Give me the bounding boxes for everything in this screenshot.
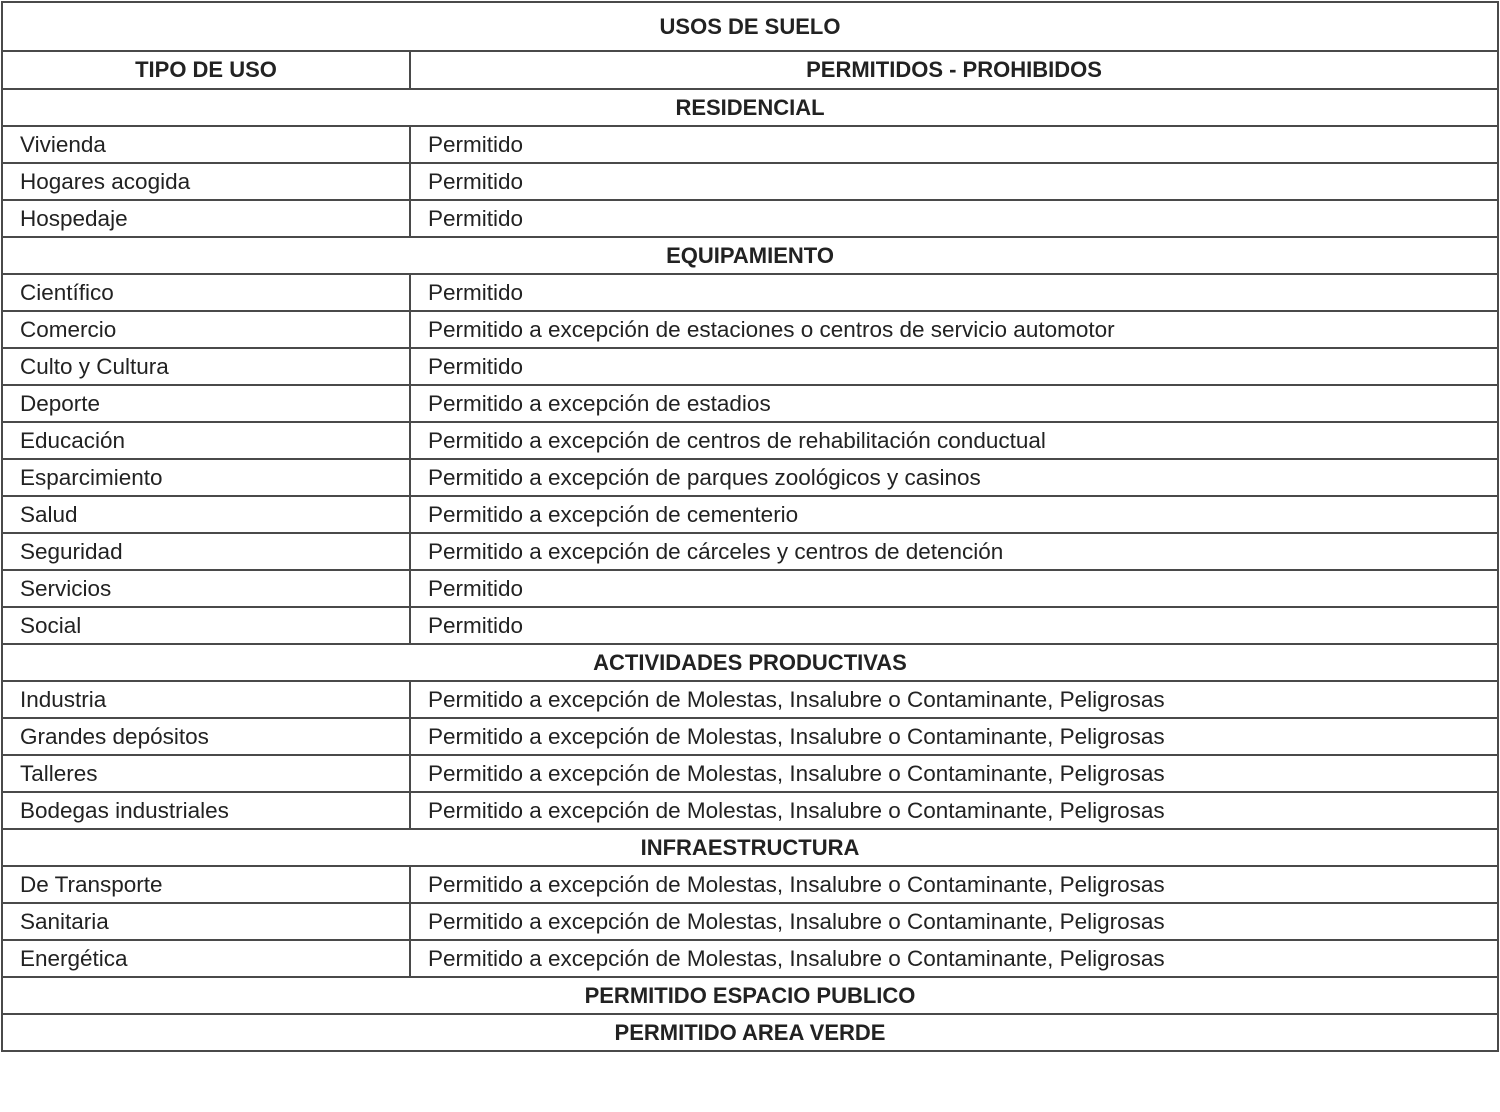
cell-tipo-de-uso: Hogares acogida [2,163,410,200]
cell-tipo-de-uso: Científico [2,274,410,311]
cell-tipo-de-uso: Vivienda [2,126,410,163]
cell-tipo-de-uso: Energética [2,940,410,977]
cell-permitido-prohibido: Permitido a excepción de estaciones o centros de servicio automotor [410,311,1498,348]
table-row [2,348,1498,385]
cell-tipo-de-uso: Culto y Cultura [2,348,410,385]
cell-tipo-de-uso: Educación [2,422,410,459]
section-row [2,237,1498,274]
cell-permitido-prohibido: Permitido a excepción de Molestas, Insalubre o Contaminante, Peligrosas [410,903,1498,940]
table-row [2,681,1498,718]
table-row [2,459,1498,496]
header-tipo-de-uso: TIPO DE USO [2,51,410,89]
cell-tipo-de-uso: Servicios [2,570,410,607]
table-row [2,866,1498,903]
table-row [2,792,1498,829]
table-row [2,274,1498,311]
land-use-table [1,1,1499,1052]
table-row [2,200,1498,237]
section-row [2,977,1498,1014]
cell-permitido-prohibido: Permitido a excepción de cárceles y centros de detención [410,533,1498,570]
table-row [2,607,1498,644]
cell-permitido-prohibido: Permitido a excepción de cementerio [410,496,1498,533]
cell-permitido-prohibido: Permitido a excepción de Molestas, Insalubre o Contaminante, Peligrosas [410,681,1498,718]
table-header-row [2,51,1498,89]
cell-tipo-de-uso: Comercio [2,311,410,348]
table-row [2,385,1498,422]
cell-tipo-de-uso: Sanitaria [2,903,410,940]
table-row [2,903,1498,940]
cell-permitido-prohibido: Permitido [410,348,1498,385]
table-title: USOS DE SUELO [2,2,1498,51]
section-row [2,89,1498,126]
section-row [2,644,1498,681]
cell-permitido-prohibido: Permitido [410,570,1498,607]
section-title: PERMITIDO ESPACIO PUBLICO [2,977,1498,1014]
cell-permitido-prohibido: Permitido a excepción de Molestas, Insalubre o Contaminante, Peligrosas [410,940,1498,977]
section-title: PERMITIDO AREA VERDE [2,1014,1498,1051]
cell-tipo-de-uso: Talleres [2,755,410,792]
table-row [2,940,1498,977]
cell-tipo-de-uso: Bodegas industriales [2,792,410,829]
cell-tipo-de-uso: De Transporte [2,866,410,903]
cell-tipo-de-uso: Social [2,607,410,644]
table-row [2,533,1498,570]
cell-permitido-prohibido: Permitido [410,607,1498,644]
section-title: INFRAESTRUCTURA [2,829,1498,866]
section-row [2,829,1498,866]
cell-permitido-prohibido: Permitido a excepción de Molestas, Insalubre o Contaminante, Peligrosas [410,866,1498,903]
cell-permitido-prohibido: Permitido a excepción de centros de rehabilitación conductual [410,422,1498,459]
cell-permitido-prohibido: Permitido a excepción de estadios [410,385,1498,422]
cell-permitido-prohibido: Permitido [410,163,1498,200]
section-title: RESIDENCIAL [2,89,1498,126]
header-permitidos-prohibidos: PERMITIDOS - PROHIBIDOS [410,51,1498,89]
table-title-row [2,2,1498,51]
cell-tipo-de-uso: Industria [2,681,410,718]
section-title: ACTIVIDADES PRODUCTIVAS [2,644,1498,681]
table-row [2,422,1498,459]
cell-permitido-prohibido: Permitido [410,200,1498,237]
cell-permitido-prohibido: Permitido a excepción de parques zoológicos y casinos [410,459,1498,496]
cell-permitido-prohibido: Permitido a excepción de Molestas, Insalubre o Contaminante, Peligrosas [410,792,1498,829]
cell-tipo-de-uso: Deporte [2,385,410,422]
section-title: EQUIPAMIENTO [2,237,1498,274]
cell-permitido-prohibido: Permitido a excepción de Molestas, Insalubre o Contaminante, Peligrosas [410,718,1498,755]
cell-tipo-de-uso: Grandes depósitos [2,718,410,755]
table-row [2,311,1498,348]
section-row [2,1014,1498,1051]
cell-permitido-prohibido: Permitido a excepción de Molestas, Insalubre o Contaminante, Peligrosas [410,755,1498,792]
table-row [2,570,1498,607]
table-row [2,126,1498,163]
cell-tipo-de-uso: Salud [2,496,410,533]
cell-tipo-de-uso: Seguridad [2,533,410,570]
cell-tipo-de-uso: Esparcimiento [2,459,410,496]
cell-tipo-de-uso: Hospedaje [2,200,410,237]
table-row [2,718,1498,755]
table-row [2,496,1498,533]
cell-permitido-prohibido: Permitido [410,274,1498,311]
cell-permitido-prohibido: Permitido [410,126,1498,163]
table-row [2,755,1498,792]
table-row [2,163,1498,200]
